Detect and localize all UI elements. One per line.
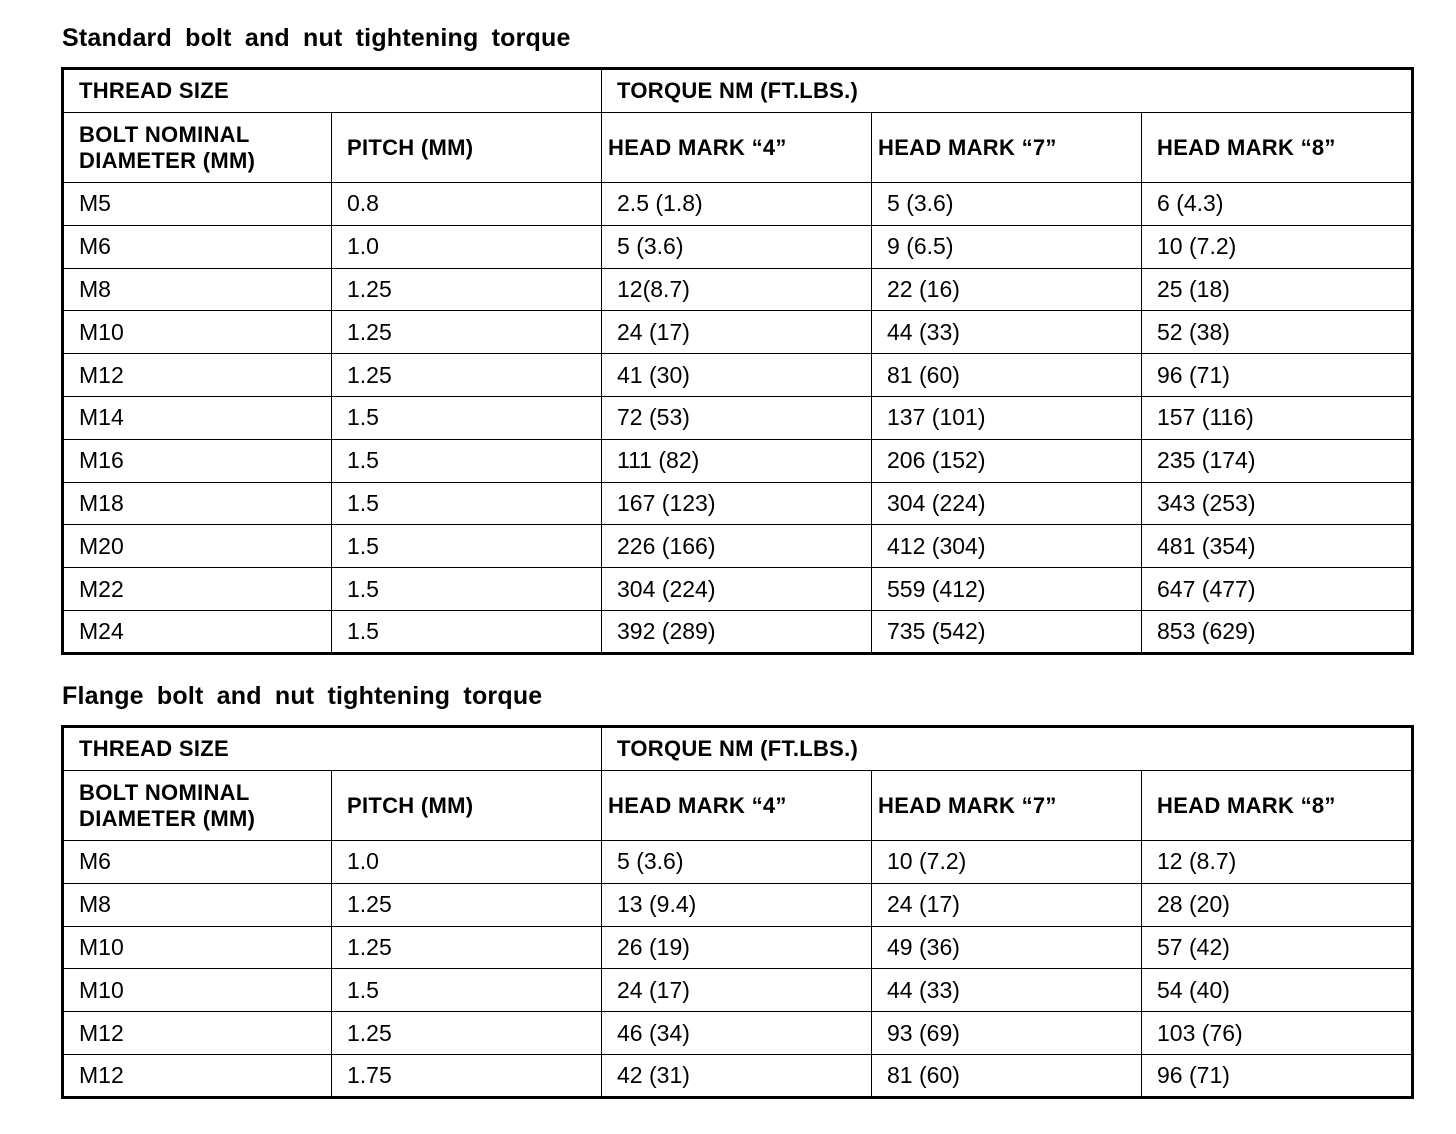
head-mark-7-cell: 137 (101) (872, 396, 1142, 439)
bolt-diameter-cell: M14 (63, 396, 332, 439)
head-mark-8-cell: 57 (42) (1142, 926, 1413, 969)
thread-size-header: THREAD SIZE (63, 69, 602, 113)
head-mark-7-cell: 5 (3.6) (872, 183, 1142, 226)
pitch-cell: 1.75 (332, 1054, 602, 1097)
bolt-diameter-header: BOLT NOMINAL DIAMETER (MM) (63, 113, 332, 183)
head-mark-4-cell: 167 (123) (602, 482, 872, 525)
pitch-cell: 1.5 (332, 525, 602, 568)
head-mark-4-cell: 111 (82) (602, 439, 872, 482)
bolt-diameter-cell: M6 (63, 225, 332, 268)
head-mark-4-cell: 42 (31) (602, 1054, 872, 1097)
bolt-diameter-cell: M16 (63, 439, 332, 482)
table-row (63, 396, 1413, 439)
head-mark-7-cell: 735 (542) (872, 610, 1142, 653)
pitch-cell: 0.8 (332, 183, 602, 226)
head-mark-8-cell: 6 (4.3) (1142, 183, 1413, 226)
table-row (63, 183, 1413, 226)
bolt-diameter-cell: M8 (63, 883, 332, 926)
head-mark-8-cell: 647 (477) (1142, 568, 1413, 611)
head-mark-7-cell: 93 (69) (872, 1012, 1142, 1055)
table-row (63, 354, 1413, 397)
pitch-cell: 1.5 (332, 396, 602, 439)
table-row (63, 268, 1413, 311)
pitch-cell: 1.5 (332, 568, 602, 611)
head-mark-8-cell: 54 (40) (1142, 969, 1413, 1012)
table-row (63, 1012, 1413, 1055)
bolt-diameter-cell: M6 (63, 841, 332, 884)
bolt-diameter-cell: M5 (63, 183, 332, 226)
head-mark-8-header: HEAD MARK “8” (1142, 113, 1413, 183)
head-mark-8-cell: 235 (174) (1142, 439, 1413, 482)
head-mark-7-cell: 81 (60) (872, 354, 1142, 397)
head-mark-8-cell: 52 (38) (1142, 311, 1413, 354)
head-mark-8-cell: 157 (116) (1142, 396, 1413, 439)
head-mark-8-cell: 12 (8.7) (1142, 841, 1413, 884)
pitch-cell: 1.25 (332, 1012, 602, 1055)
pitch-cell: 1.0 (332, 841, 602, 884)
pitch-header: PITCH (MM) (332, 771, 602, 841)
bolt-diameter-cell: M24 (63, 610, 332, 653)
head-mark-8-cell: 25 (18) (1142, 268, 1413, 311)
thread-size-header: THREAD SIZE (63, 727, 602, 771)
table-row (63, 525, 1413, 568)
head-mark-4-cell: 392 (289) (602, 610, 872, 653)
table-row (63, 1054, 1413, 1097)
pitch-cell: 1.25 (332, 926, 602, 969)
pitch-cell: 1.5 (332, 439, 602, 482)
head-mark-7-cell: 44 (33) (872, 311, 1142, 354)
bolt-diameter-cell: M20 (63, 525, 332, 568)
table-row (63, 439, 1413, 482)
pitch-cell: 1.25 (332, 883, 602, 926)
head-mark-4-cell: 26 (19) (602, 926, 872, 969)
head-mark-4-cell: 2.5 (1.8) (602, 183, 872, 226)
head-mark-4-cell: 46 (34) (602, 1012, 872, 1055)
bolt-diameter-cell: M10 (63, 926, 332, 969)
torque-header: TORQUE NM (FT.LBS.) (602, 727, 1413, 771)
bolt-diameter-cell: M12 (63, 354, 332, 397)
bolt-diameter-cell: M12 (63, 1012, 332, 1055)
head-mark-8-cell: 853 (629) (1142, 610, 1413, 653)
head-mark-7-cell: 559 (412) (872, 568, 1142, 611)
bolt-diameter-cell: M8 (63, 268, 332, 311)
head-mark-8-cell: 10 (7.2) (1142, 225, 1413, 268)
head-mark-7-cell: 81 (60) (872, 1054, 1142, 1097)
head-mark-7-cell: 304 (224) (872, 482, 1142, 525)
pitch-cell: 1.5 (332, 610, 602, 653)
column-header-row (63, 113, 1413, 183)
standard-torque-title: Standard bolt and nut tightening torque (62, 24, 571, 52)
head-mark-4-cell: 72 (53) (602, 396, 872, 439)
table-row (63, 568, 1413, 611)
head-mark-7-cell: 44 (33) (872, 969, 1142, 1012)
head-mark-7-cell: 10 (7.2) (872, 841, 1142, 884)
standard-torque-table (61, 67, 1414, 655)
bolt-diameter-header: BOLT NOMINAL DIAMETER (MM) (63, 771, 332, 841)
group-header-row (63, 69, 1413, 113)
head-mark-7-cell: 24 (17) (872, 883, 1142, 926)
head-mark-4-cell: 5 (3.6) (602, 225, 872, 268)
head-mark-4-header: HEAD MARK “4” (602, 113, 872, 183)
head-mark-8-cell: 103 (76) (1142, 1012, 1413, 1055)
head-mark-8-cell: 96 (71) (1142, 354, 1413, 397)
head-mark-4-cell: 24 (17) (602, 311, 872, 354)
head-mark-7-cell: 9 (6.5) (872, 225, 1142, 268)
head-mark-8-cell: 96 (71) (1142, 1054, 1413, 1097)
flange-torque-title: Flange bolt and nut tightening torque (62, 682, 543, 710)
table-row (63, 311, 1413, 354)
pitch-cell: 1.5 (332, 482, 602, 525)
head-mark-7-header: HEAD MARK “7” (872, 113, 1142, 183)
head-mark-4-cell: 24 (17) (602, 969, 872, 1012)
table-row (63, 926, 1413, 969)
bolt-diameter-cell: M22 (63, 568, 332, 611)
flange-torque-table (61, 725, 1414, 1099)
column-header-row (63, 771, 1413, 841)
pitch-cell: 1.0 (332, 225, 602, 268)
bolt-diameter-cell: M10 (63, 969, 332, 1012)
head-mark-7-cell: 22 (16) (872, 268, 1142, 311)
table-row (63, 883, 1413, 926)
head-mark-8-cell: 343 (253) (1142, 482, 1413, 525)
head-mark-8-cell: 28 (20) (1142, 883, 1413, 926)
head-mark-8-cell: 481 (354) (1142, 525, 1413, 568)
bolt-diameter-cell: M10 (63, 311, 332, 354)
head-mark-4-cell: 12(8.7) (602, 268, 872, 311)
head-mark-4-cell: 13 (9.4) (602, 883, 872, 926)
pitch-cell: 1.25 (332, 311, 602, 354)
pitch-cell: 1.25 (332, 268, 602, 311)
table-row (63, 610, 1413, 653)
head-mark-4-cell: 226 (166) (602, 525, 872, 568)
head-mark-4-cell: 304 (224) (602, 568, 872, 611)
head-mark-7-header: HEAD MARK “7” (872, 771, 1142, 841)
head-mark-4-cell: 41 (30) (602, 354, 872, 397)
group-header-row (63, 727, 1413, 771)
head-mark-8-header: HEAD MARK “8” (1142, 771, 1413, 841)
head-mark-7-cell: 206 (152) (872, 439, 1142, 482)
head-mark-4-header: HEAD MARK “4” (602, 771, 872, 841)
torque-header: TORQUE NM (FT.LBS.) (602, 69, 1413, 113)
table-row (63, 482, 1413, 525)
table-row (63, 841, 1413, 884)
pitch-cell: 1.25 (332, 354, 602, 397)
bolt-diameter-cell: M18 (63, 482, 332, 525)
pitch-cell: 1.5 (332, 969, 602, 1012)
head-mark-4-cell: 5 (3.6) (602, 841, 872, 884)
head-mark-7-cell: 49 (36) (872, 926, 1142, 969)
pitch-header: PITCH (MM) (332, 113, 602, 183)
table-row (63, 225, 1413, 268)
head-mark-7-cell: 412 (304) (872, 525, 1142, 568)
table-row (63, 969, 1413, 1012)
bolt-diameter-cell: M12 (63, 1054, 332, 1097)
